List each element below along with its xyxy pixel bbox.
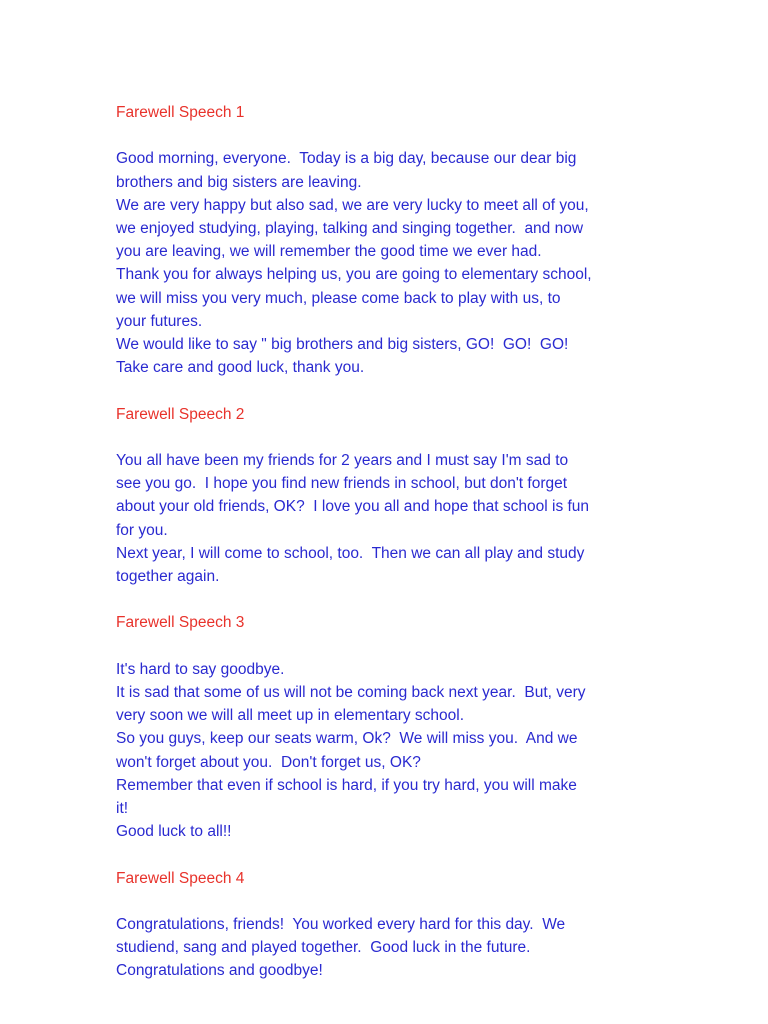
speech-line: We are very happy but also sad, we are very lucky to meet all of you, xyxy=(116,196,589,214)
speech-line: we will miss you very much, please come back to play with us, to xyxy=(116,289,561,307)
speech-1 xyxy=(116,101,661,379)
speech-line: about your old friends, OK? I love you all and hope that school is fun xyxy=(116,498,590,516)
speech-line: You all have been my friends for 2 years and I must say I'm sad to xyxy=(116,452,569,469)
speech-line: studiend, sang and played together. Good luck in the future. xyxy=(116,939,531,957)
speech-line: Good morning, everyone. Today is a big day, because our dear big xyxy=(116,150,577,168)
speech-title: Farewell Speech 2 xyxy=(116,405,245,423)
speech-line: very soon we will all meet up in elementary school. xyxy=(116,707,465,725)
speech-line: Thank you for always helping us, you are going to elementary school, xyxy=(116,266,592,284)
speech-line: you are leaving, we will remember the good time we ever had. xyxy=(116,243,542,261)
speech-line: Good luck to all!! xyxy=(116,823,232,841)
speech-line: Remember that even if school is hard, if you try hard, you will make xyxy=(116,776,577,794)
speech-line: won't forget about you. Don't forget us, OK? xyxy=(116,753,421,771)
speech-title: Farewell Speech 1 xyxy=(116,104,245,121)
speech-title: Farewell Speech 3 xyxy=(116,614,245,632)
speech-line: It's hard to say goodbye. xyxy=(116,660,285,678)
speech-line: Congratulations, friends! You worked every hard for this day. We xyxy=(116,916,566,933)
speech-line: see you go. I hope you find new friends in school, but don't forget xyxy=(116,475,568,493)
speech-line: together again. xyxy=(116,568,220,586)
speech-4 xyxy=(116,867,661,983)
speech-line: Next year, I will come to school, too. Then we can all play and study xyxy=(116,544,585,562)
speech-title: Farewell Speech 4 xyxy=(116,869,245,887)
speech-2 xyxy=(116,403,661,589)
speech-line: We would like to say " big brothers and big sisters, GO! GO! GO! xyxy=(116,336,569,354)
speech-line: So you guys, keep our seats warm, Ok? We will miss you. And we xyxy=(116,730,578,748)
speech-3 xyxy=(116,611,661,843)
speech-line: Take care and good luck, thank you. xyxy=(116,359,365,377)
speech-line: your futures. xyxy=(116,312,203,330)
speech-line: we enjoyed studying, playing, talking and singing together. and now xyxy=(116,220,584,237)
speech-line: for you. xyxy=(116,521,168,539)
speech-line: it! xyxy=(116,800,129,818)
speech-line: brothers and big sisters are leaving. xyxy=(116,173,362,191)
document-page xyxy=(116,101,661,983)
speech-line: It is sad that some of us will not be coming back next year. But, very xyxy=(116,684,586,701)
speech-line: Congratulations and goodbye! xyxy=(116,962,323,980)
